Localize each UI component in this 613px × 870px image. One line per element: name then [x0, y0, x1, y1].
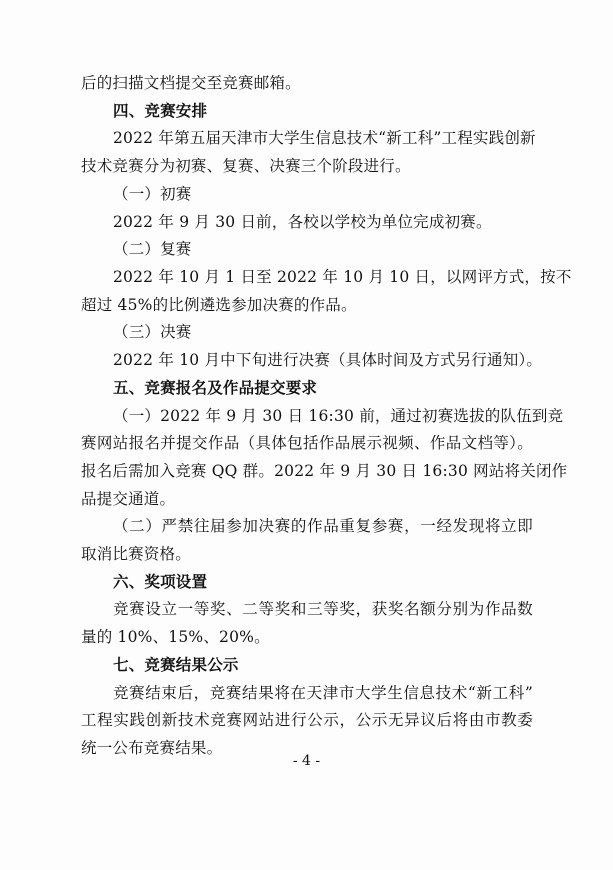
text-line: 赛网站报名并提交作品（具体包括作品展示视频、作品文档等）。: [81, 434, 533, 452]
text-line: 后的扫描文档提交至竞赛邮箱。: [81, 74, 301, 92]
text-line: 超过 45%的比例遴选参加决赛的作品。: [81, 296, 357, 314]
section-heading: 六、奖项设置: [113, 573, 208, 591]
text-line: 工程实践创新技术竞赛网站进行公示，公示无异议后将由市教委: [81, 711, 533, 729]
text-line: 技术竞赛分为初赛、复赛、决赛三个阶段进行。: [81, 157, 411, 175]
text-line: 2022 年 9 月 30 日前，各校以学校为单位完成初赛。: [113, 213, 492, 231]
section-heading: 四、竞赛安排: [113, 102, 208, 120]
text-line: 2022 年 10 月中下旬进行决赛（具体时间及方式另行通知）。: [113, 351, 543, 369]
text-line: 量的 10%、15%、20%。: [81, 628, 270, 646]
text-line: 竞赛结束后，竞赛结果将在天津市大学生信息技术“新工科”: [113, 684, 533, 702]
section-heading: 五、竞赛报名及作品提交要求: [113, 379, 318, 397]
text-line: （二）严禁往届参加决赛的作品重复参赛，一经发现将立即: [113, 517, 533, 535]
text-line: 取消比赛资格。: [81, 545, 191, 563]
subsection-heading: （三）决赛: [113, 323, 192, 341]
text-line: （一）2022 年 9 月 30 日 16:30 前，通过初赛选拔的队伍到竞: [113, 407, 564, 425]
text-line: 2022 年 10 月 1 日至 2022 年 10 月 10 日，以网评方式，按不: [113, 268, 572, 286]
page-number: - 4 -: [292, 753, 321, 769]
text-line: 报名后需加入竞赛 QQ 群。2022 年 9 月 30 日 16:30 网站将关闭作: [81, 462, 568, 480]
subsection-heading: （二）复赛: [113, 240, 192, 258]
text-line: 2022 年第五届天津市大学生信息技术“新工科”工程实践创新: [113, 129, 536, 147]
section-heading: 七、竞赛结果公示: [113, 656, 239, 674]
text-line: 品提交通道。: [81, 490, 176, 508]
text-line: 统一公布竞赛结果。: [81, 739, 223, 757]
subsection-heading: （一）初赛: [113, 185, 192, 203]
text-line: 竞赛设立一等奖、二等奖和三等奖，获奖名额分别为作品数: [113, 600, 533, 618]
